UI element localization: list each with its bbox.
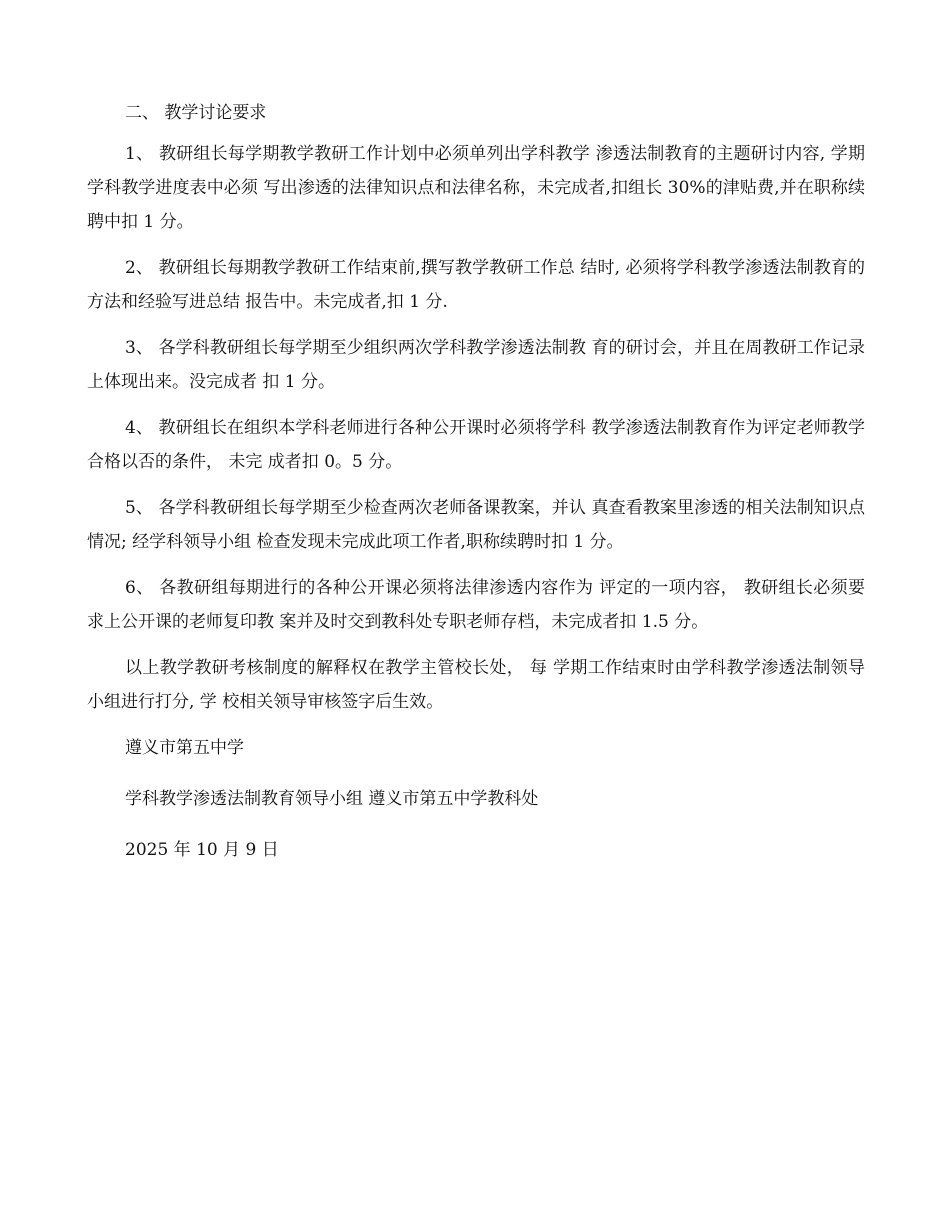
signature-date: 2025 年 10 月 9 日 <box>125 840 279 860</box>
interpretation-note: 以上教学教研考核制度的解释权在教学主管校长处， 每 学期工作结束时由学科教学渗透法制领导小组进行打分, 学 校相关领导审核签字后生效。 <box>87 658 865 712</box>
rule-item-2: 2、 教研组长每期教学教研工作结束前,撰写教学教研工作总 结时, 必须将学科教学渗透法制教育的方法和经验写进总结 报告中。未完成者,扣 1 分. <box>87 258 865 312</box>
document-page <box>87 96 865 884</box>
rule-item-5: 5、 各学科教研组长每学期至少检查两次老师备课教案，并认 真查看教案里渗透的相关法制知识点情况; 经学科领导小组 检查发现未完成此项工作者,职称续聘时扣 1 分。 <box>87 498 865 552</box>
signature-office: 学科教学渗透法制教育领导小组 遵义市第五中学教科处 <box>125 789 539 809</box>
rule-item-3: 3、 各学科教研组长每学期至少组织两次学科教学渗透法制教 育的研讨会，并且在周教研工作记录上体现出来。没完成者 扣 1 分。 <box>87 338 865 392</box>
rule-item-4: 4、 教研组长在组织本学科老师进行各种公开课时必须将学科 教学渗透法制教育作为评定老师教学合格以否的条件， 未完 成者扣 0。5 分。 <box>87 418 865 472</box>
signature-school: 遵义市第五中学 <box>125 738 244 758</box>
section-heading: 二、 教学讨论要求 <box>125 103 267 123</box>
rule-item-1: 1、 教研组长每学期教学教研工作计划中必须单列出学科教学 渗透法制教育的主题研讨内容, 学期学科教学进度表中必须 写出渗透的法律知识点和法律名称，未完成者,扣组长 30%的津贴费,并在职称续聘中扣 1 分。 <box>87 144 865 232</box>
rule-item-6: 6、 各教研组每期进行的各种公开课必须将法律渗透内容作为 评定的一项内容， 教研组长必须要求上公开课的老师复印教 案并及时交到教科处专职老师存档，未完成者扣 1.5 分。 <box>87 578 865 632</box>
